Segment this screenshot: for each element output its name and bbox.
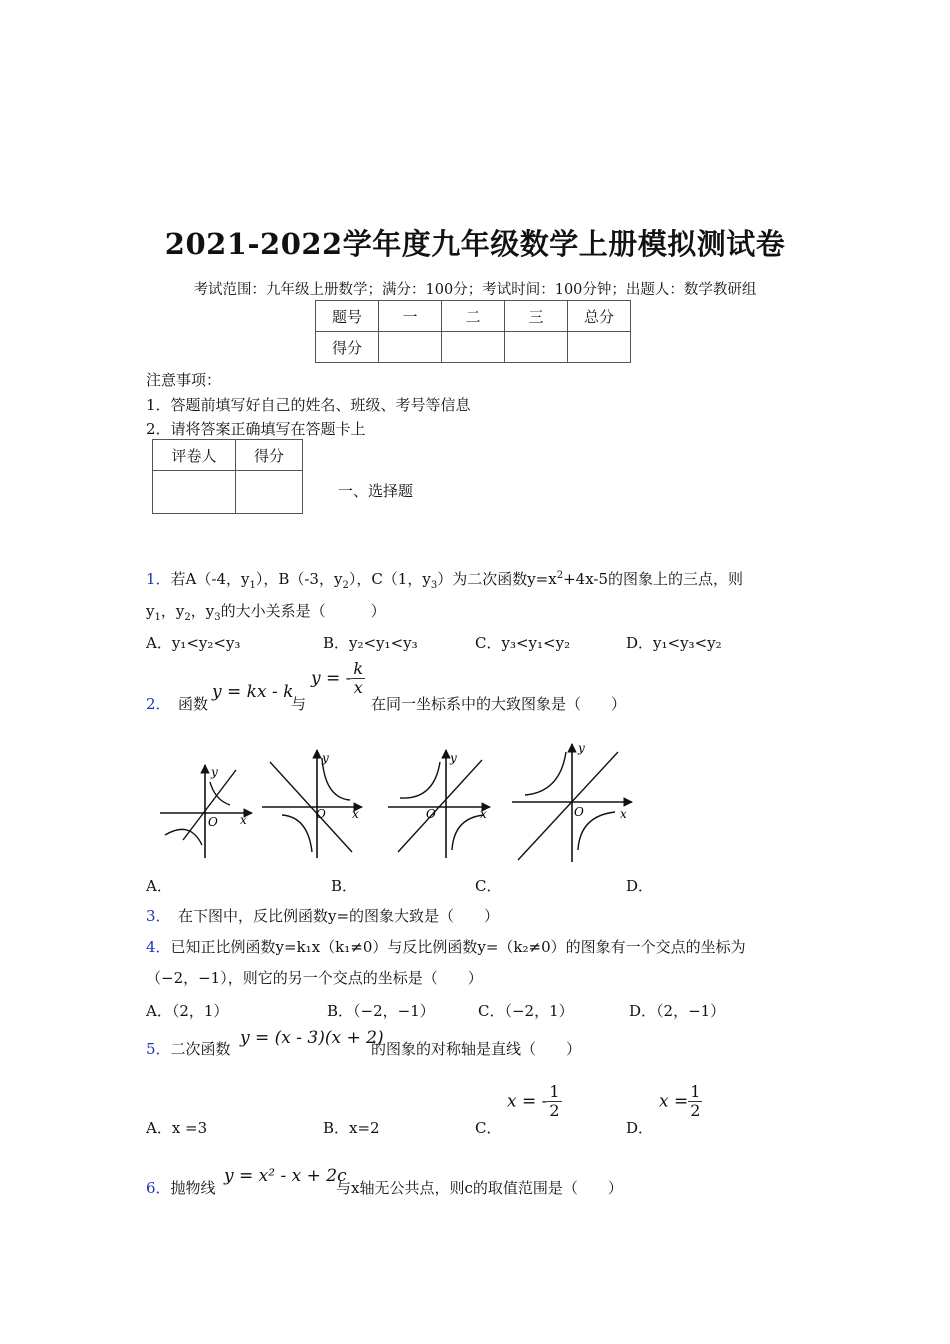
x-axis-label: x: [240, 813, 247, 827]
option-c[interactable]: C．: [475, 1119, 502, 1137]
score-cell[interactable]: [442, 332, 505, 363]
graph-options: [150, 740, 640, 865]
question-2-mid: 与: [291, 695, 307, 713]
question-3-text: 在下图中，反比例函数y=的图象大致是（ ）: [178, 907, 500, 925]
score-table: [315, 300, 631, 363]
option-d[interactable]: D．（2，−1）: [629, 1002, 726, 1020]
note-item: 1．答题前填写好自己的姓名、班级、考号等信息: [146, 396, 471, 414]
question-number: 5．: [146, 1040, 171, 1058]
question-5: 5．二次函数: [146, 1040, 231, 1058]
x-axis-label: x: [352, 807, 359, 821]
question-1: 1．若A（-4，$y_1$），B（-3，$y_2$），C（1，$y_3$）为二次函数$y=x^2+4x-5$的图象上的三点，则: [146, 570, 744, 591]
origin-label: O: [208, 815, 218, 829]
x-axis-label: x: [620, 807, 627, 821]
question-5-post: 的图象的对称轴是直线（ ）: [371, 1040, 582, 1058]
graph-d[interactable]: [512, 741, 632, 862]
origin-label: O: [316, 807, 326, 821]
score-header-cell: 一: [379, 301, 442, 332]
option-c-formula: x = - $\frac{1}{2}$: [507, 1082, 560, 1120]
formula-quadratic: y = (x - 3)(x + 2): [240, 1028, 384, 1048]
grader-table: [152, 439, 303, 514]
y-axis-label: y: [450, 751, 457, 765]
option-d-formula: x = $\frac{1}{2}$: [659, 1082, 701, 1120]
graph-label-c[interactable]: C．: [475, 877, 502, 895]
score-cell[interactable]: [505, 332, 568, 363]
origin-label: O: [574, 805, 584, 819]
note-item: 2．请将答案正确填写在答题卡上: [146, 420, 366, 438]
option-a[interactable]: A．y₁<y₂<y₃: [146, 634, 241, 652]
score-header-cell: 二: [442, 301, 505, 332]
grader-cell[interactable]: [236, 471, 303, 514]
graph-b[interactable]: [262, 750, 362, 858]
question-number: 1．: [146, 570, 171, 588]
option-d[interactable]: D．y₁<y₃<y₂: [626, 634, 722, 652]
option-a[interactable]: A．（2，1）: [146, 1002, 229, 1020]
grader-header-cell: 评卷人: [153, 440, 236, 471]
question-number: 2．: [146, 695, 171, 713]
graph-c[interactable]: [388, 750, 490, 858]
score-header-cell: 题号: [316, 301, 379, 332]
y-axis-label: y: [578, 741, 585, 755]
grader-cell[interactable]: [153, 471, 236, 514]
question-6: 6．抛物线: [146, 1179, 216, 1197]
section-heading: 一、选择题: [338, 482, 414, 500]
option-b[interactable]: B．x=2: [323, 1119, 380, 1137]
option-b[interactable]: B．（−2，−1）: [327, 1002, 435, 1020]
formula-parabola: y = x² - x + 2c: [224, 1166, 347, 1186]
question-3: [146, 905, 171, 926]
graph-label-b[interactable]: B．: [331, 877, 358, 895]
graph-label-d[interactable]: D．: [626, 877, 654, 895]
formula-inverse: y = - $\frac{k}{x}$: [311, 659, 364, 697]
score-header-cell: 总分: [568, 301, 631, 332]
question-6-post: 与x轴无公共点，则c的取值范围是（ ）: [336, 1179, 623, 1197]
graph-a[interactable]: [160, 765, 252, 858]
exam-info: 考试范围：九年级上册数学；满分：100分；考试时间：100分钟；出题人：数学教研组: [193, 282, 757, 298]
origin-label: O: [426, 807, 436, 821]
formula-linear: y = kx - k: [212, 682, 294, 702]
notes-heading: 注意事项：: [146, 371, 222, 389]
option-a[interactable]: A．x =3: [146, 1119, 208, 1137]
option-c[interactable]: C．（−2，1）: [478, 1002, 574, 1020]
option-b[interactable]: B．y₂<y₁<y₃: [323, 634, 418, 652]
question-4: 4．已知正比例函数y=k₁x（k₁≠0）与反比例函数y=（k₂≠0）的图象有一个交点的坐标为: [146, 938, 746, 956]
question-4-line2: （−2，−1），则它的另一个交点的坐标是（ ）: [146, 969, 483, 987]
y-axis-label: y: [211, 765, 218, 779]
grader-header-cell: 得分: [236, 440, 303, 471]
score-cell[interactable]: [379, 332, 442, 363]
x-axis-label: x: [480, 807, 487, 821]
option-d[interactable]: D．: [626, 1119, 654, 1137]
question-number: 6．: [146, 1179, 171, 1197]
score-header-cell: 三: [505, 301, 568, 332]
question-2: [146, 693, 171, 714]
question-1-line2: $y_1$，$y_2$，$y_3$的大小关系是（ ）: [146, 602, 386, 623]
y-axis-label: y: [322, 751, 329, 765]
question-number: 3．: [146, 907, 171, 925]
question-2-pre: 函数: [178, 695, 209, 713]
graph-label-a[interactable]: A．: [146, 877, 172, 895]
option-c[interactable]: C．y₃<y₁<y₂: [475, 634, 571, 652]
score-cell[interactable]: [568, 332, 631, 363]
question-number: 4．: [146, 938, 171, 956]
score-row-label: 得分: [316, 332, 379, 363]
question-2-post: 在同一坐标系中的大致图象是（ ）: [371, 695, 627, 713]
page-title: 2021-2022学年度九年级数学上册模拟测试卷: [164, 227, 786, 261]
